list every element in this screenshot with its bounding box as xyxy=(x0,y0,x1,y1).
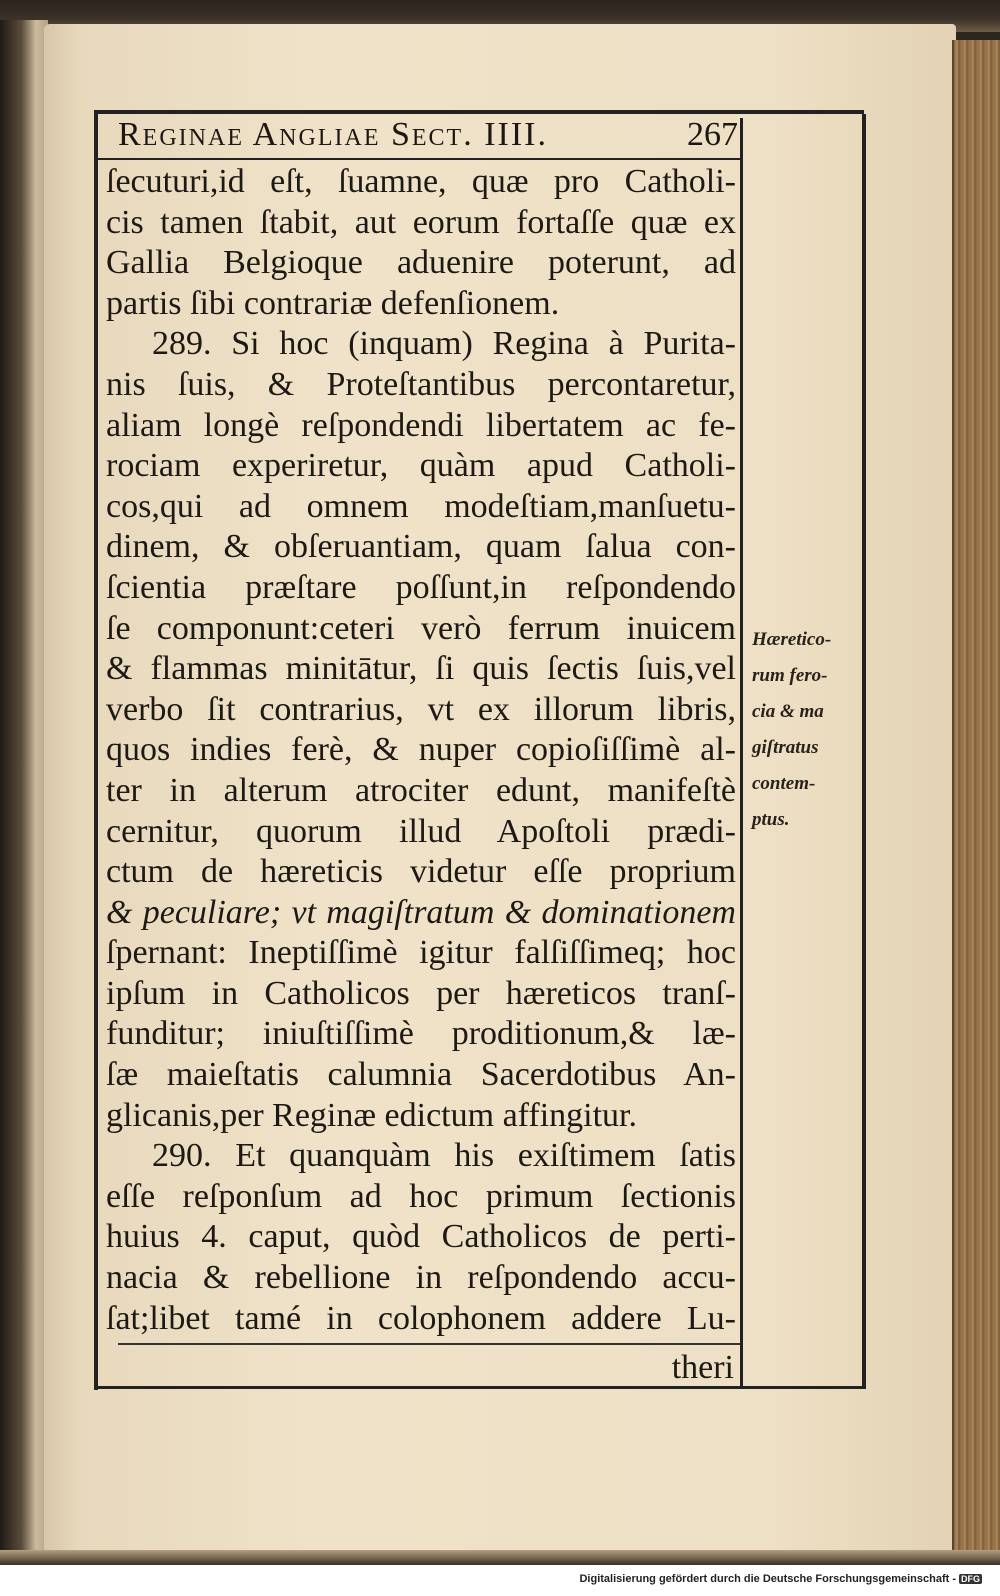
text-line: ſcientia præſtare poſſunt,in reſpondendo xyxy=(106,568,736,606)
page-number: 267 xyxy=(687,116,738,153)
frame-rule-left xyxy=(94,110,98,1390)
main-text-block xyxy=(106,162,736,1339)
dfg-logo: DFG xyxy=(961,1574,980,1584)
text-line-italic-quote: & peculiare; vt magiſtratum & dominationem xyxy=(106,893,736,931)
text-line: cis tamen ſtabit, aut eorum fortaſſe quæ ex xyxy=(106,203,736,241)
running-head: Reginae Angliae Sect. IIII. xyxy=(118,116,548,153)
text-line: ſe componunt:ceteri verò ferrum inuicem xyxy=(106,609,736,647)
text-line: cernitur, quorum illud Apoſtoli prædi- xyxy=(106,812,736,850)
marginal-note xyxy=(752,622,864,838)
text-line: nis ſuis, & Proteſtantibus percontaretur, xyxy=(106,365,736,403)
text-line: huius 4. caput, quòd Catholicos de perti- xyxy=(106,1218,736,1256)
text-line: ſat;libet tamé in colophonem addere Lu- xyxy=(106,1299,736,1337)
book-gutter-edge xyxy=(0,20,48,1565)
frame-rule-top xyxy=(94,110,864,114)
book-bottom-edge xyxy=(0,1550,1000,1565)
header-rule xyxy=(98,158,740,160)
marginal-note-line: giſtratus xyxy=(752,737,819,758)
text-line: aliam longè reſpondendi libertatem ac fe- xyxy=(106,406,736,444)
catchword: theri xyxy=(671,1349,734,1386)
text-line: rociam experiretur, quàm apud Catholi- xyxy=(106,447,736,485)
paragraph-290-start: 290. Et quanquàm his exiſtimem ſatis xyxy=(152,1137,736,1175)
text-line: ſpernant: Ineptiſſimè igitur falſiſſimeq; hoc xyxy=(106,934,736,972)
text-line: ctum de hæreticis videtur eſſe proprium xyxy=(106,853,736,891)
paragraph-289-start: 289. Si hoc (inquam) Regina à Purita- xyxy=(152,325,736,363)
marginal-note-line: contem- xyxy=(752,773,816,794)
book-fore-edge xyxy=(952,40,1000,1558)
text-line: & flammas minitātur, ſi quis ſectis ſuis,vel xyxy=(106,650,736,688)
text-line: partis ſibi contrariæ defenſionem. xyxy=(106,284,560,322)
digitization-credit xyxy=(579,1573,982,1585)
frame-rule-bottom xyxy=(94,1386,866,1389)
text-line: eſſe reſponſum ad hoc primum ſectionis xyxy=(106,1177,736,1215)
marginal-note-line: ptus. xyxy=(752,809,790,830)
frame-rule-inner-right xyxy=(740,118,743,1388)
text-line: Gallia Belgioque aduenire poterunt, ad xyxy=(106,244,736,282)
text-line: ipſum in Catholicos per hæreticos tranſ- xyxy=(106,974,736,1012)
footer-rule xyxy=(118,1343,740,1345)
credit-text: Digitalisierung gefördert durch die Deutsche Forschungsgemeinschaft - xyxy=(579,1573,956,1585)
text-line: cos,qui ad omnem modeſtiam,manſuetu- xyxy=(106,487,736,525)
marginal-note-line: cia & ma xyxy=(752,701,824,722)
text-line: quos indies ferè, & nuper copioſiſſimè al- xyxy=(106,731,736,769)
text-line: ſecuturi,id eſt, ſuamne, quæ pro Catholi- xyxy=(106,163,736,200)
text-line: funditur; iniuſtiſſimè proditionum,& læ- xyxy=(106,1015,736,1053)
text-line: nacia & rebellione in reſpondendo accu- xyxy=(106,1259,736,1297)
text-line: verbo ſit contrarius, vt ex illorum libris, xyxy=(106,690,736,728)
text-line: ter in alterum atrociter edunt, manifeſtè xyxy=(106,771,736,809)
text-line: glicanis,per Reginæ edictum affingitur. xyxy=(106,1096,637,1134)
marginal-note-line: rum fero- xyxy=(752,665,828,686)
text-line: dinem, & obſeruantiam, quam ſalua con- xyxy=(106,528,736,566)
marginal-note-line: Hæretico- xyxy=(752,629,832,650)
text-line: ſæ maieſtatis calumnia Sacerdotibus An- xyxy=(106,1056,736,1094)
